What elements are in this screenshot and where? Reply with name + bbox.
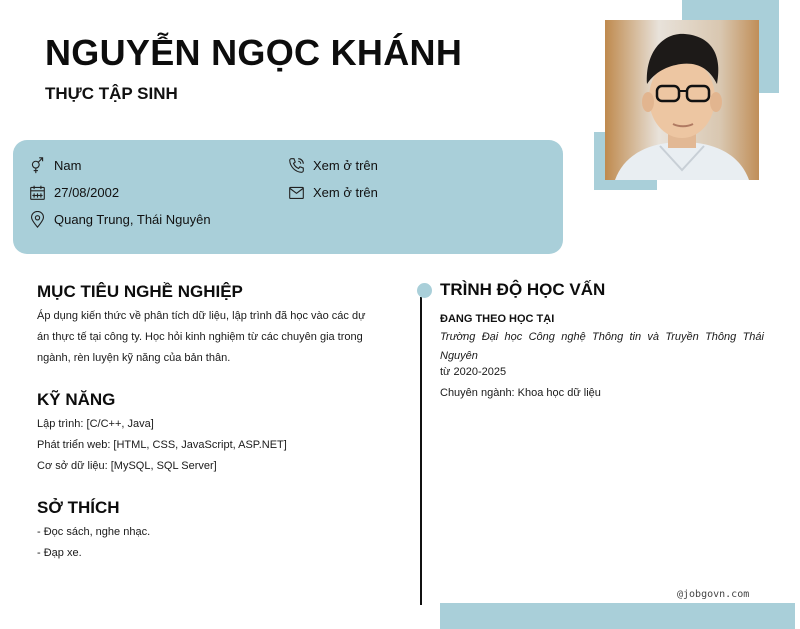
- contact-address: [28, 210, 211, 228]
- education-status: ĐANG THEO HỌC TẠI: [440, 313, 555, 325]
- education-school: Trường Đại học Công nghệ Thông tin và Truyền Thông Thái Nguyên: [440, 331, 764, 362]
- contact-info-box: [13, 140, 563, 254]
- contact-phone: [287, 156, 378, 174]
- hobbies-list: [37, 522, 150, 564]
- timeline-line: [420, 297, 422, 605]
- envelope-icon: [287, 183, 305, 201]
- full-name: NGUYỄN NGỌC KHÁNH: [45, 32, 463, 73]
- location-pin-icon: [28, 210, 46, 228]
- hobby-item: - Đạp xe.: [37, 547, 82, 559]
- skill-item: Lập trình: [C/C++, Java]: [37, 418, 154, 430]
- education-title: TRÌNH ĐỘ HỌC VẤN: [440, 280, 606, 299]
- skill-item: Phát triển web: [HTML, CSS, JavaScript, ASP.NET]: [37, 439, 287, 451]
- phone-icon: [287, 156, 305, 174]
- footer-bar: [440, 603, 795, 629]
- skills-list: [37, 414, 287, 477]
- hobby-item: - Đọc sách, nghe nhạc.: [37, 526, 151, 538]
- calendar-icon: [28, 183, 46, 201]
- email-text: Xem ở trên: [313, 184, 378, 200]
- contact-birthday: [28, 183, 119, 201]
- gender-text: Nam: [54, 157, 82, 173]
- phone-text: Xem ở trên: [313, 157, 378, 173]
- job-title: THỰC TẬP SINH: [45, 84, 178, 103]
- hobbies-title: SỞ THÍCH: [37, 498, 120, 517]
- skill-item: Cơ sở dữ liệu: [MySQL, SQL Server]: [37, 460, 217, 472]
- gender-icon: [28, 156, 46, 174]
- education-years: từ 2020-2025: [440, 366, 507, 378]
- contact-gender: [28, 156, 81, 174]
- timeline-dot: [417, 283, 432, 298]
- education-major: Chuyên ngành: Khoa học dữ liệu: [440, 387, 601, 399]
- address-text: Quang Trung, Thái Nguyên: [54, 211, 211, 227]
- objective-title: MỤC TIÊU NGHỀ NGHIỆP: [37, 282, 243, 301]
- objective-text: Áp dụng kiến thức về phân tích dữ liệu, lập trình đã học vào các dự án thực tế tại công ty. Học hỏi kinh nghiệm từ các chuyên gia trong ngành, rèn luyện kỹ năng của bản thân.: [37, 310, 366, 364]
- birthday-text: 27/08/2002: [54, 184, 120, 200]
- watermark: @jobgovn.com: [677, 589, 750, 600]
- skills-title: KỸ NĂNG: [37, 390, 116, 409]
- contact-email: [287, 183, 378, 201]
- profile-photo: [605, 20, 759, 180]
